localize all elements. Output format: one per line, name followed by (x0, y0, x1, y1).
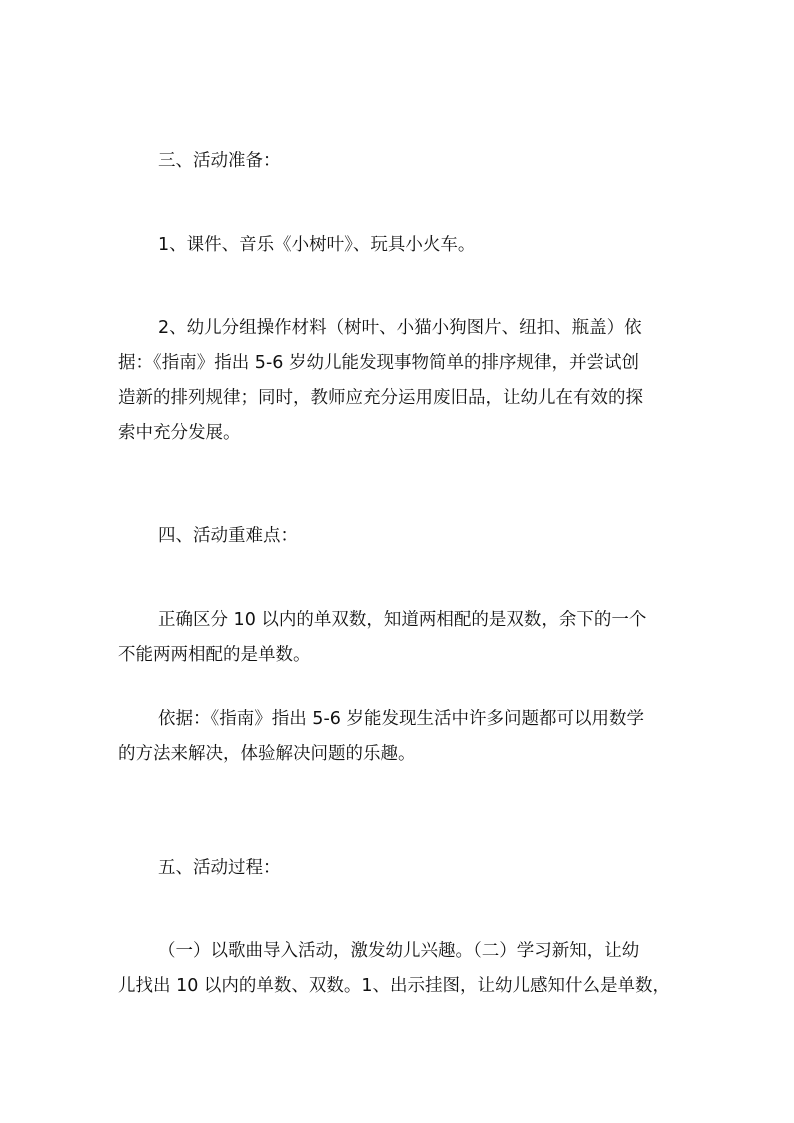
paragraph-line: 据：《指南》指出 5-6 岁幼儿能发现事物简单的排序规律，并尝试创 (118, 353, 639, 373)
section-heading-process: 五、活动过程： (158, 858, 281, 878)
paragraph-line: 正确区分 10 以内的单双数，知道两相配的是双数，余下的一个 (158, 610, 647, 630)
process-paragraph (118, 934, 678, 1004)
paragraph-line: 儿找出 10 以内的单数、双数。1、出示挂图，让幼儿感知什么是单数， (118, 976, 671, 996)
basis-paragraph (118, 702, 678, 772)
preparation-item-1: 1、课件、音乐《小树叶》、玩具小火车。 (158, 235, 476, 255)
paragraph-line: 2、幼儿分组操作材料（树叶、小猫小狗图片、纽扣、瓶盖）依 (158, 318, 642, 338)
key-point-paragraph (118, 603, 678, 673)
paragraph-line: 的方法来解决，体验解决问题的乐趣。 (118, 744, 416, 764)
preparation-item-2 (118, 311, 678, 451)
paragraph-line: 依据：《指南》指出 5-6 岁能发现生活中许多问题都可以用数学 (158, 709, 644, 729)
section-heading-key-points: 四、活动重难点： (158, 526, 298, 546)
section-heading-preparation: 三、活动准备： (158, 151, 281, 171)
paragraph-line: 不能两两相配的是单数。 (118, 645, 311, 665)
paragraph-line: 索中充分发展。 (118, 423, 241, 443)
paragraph-line: （一）以歌曲导入活动，激发幼儿兴趣。（二）学习新知，让幼 (158, 941, 640, 961)
paragraph-line: 造新的排列规律；同时，教师应充分运用废旧品，让幼儿在有效的探 (118, 388, 643, 408)
